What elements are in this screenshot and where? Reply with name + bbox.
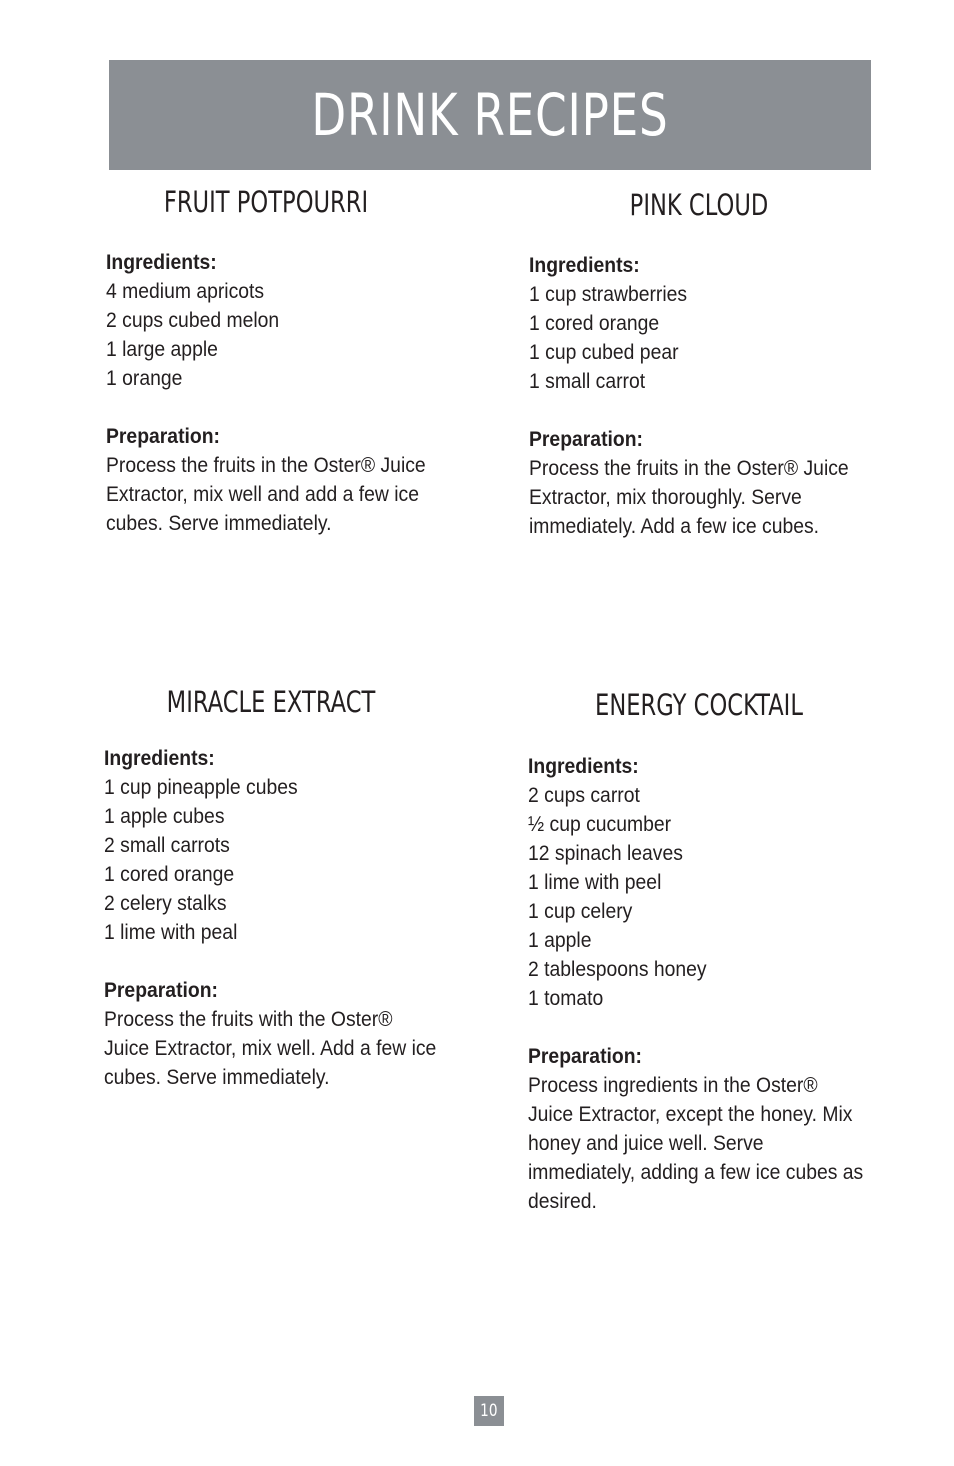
page-number-badge — [474, 1396, 504, 1426]
list-item: 2 tablespoons honey — [528, 957, 707, 981]
list-item: 1 apple — [528, 928, 592, 952]
preparation-label: Preparation: — [104, 978, 218, 1002]
preparation-line: Juice Extractor, except the honey. Mix — [528, 1102, 853, 1126]
list-item: 2 small carrots — [104, 833, 230, 857]
preparation-line: desired. — [528, 1189, 597, 1213]
list-item: 2 cups cubed melon — [106, 308, 280, 332]
list-item: ½ cup cucumber — [528, 812, 672, 836]
recipe-body — [104, 744, 454, 1092]
list-item: 12 spinach leaves — [528, 841, 683, 865]
list-item: 2 celery stalks — [104, 891, 227, 915]
ingredients-list — [529, 280, 879, 396]
list-item: 1 lime with peel — [528, 870, 662, 894]
recipe-body — [528, 752, 878, 1216]
page-number: 10 — [480, 1400, 498, 1421]
recipe-title: ENERGY COCKTAIL — [595, 688, 803, 722]
list-item: 1 lime with peal — [104, 920, 238, 944]
preparation-line: Process the fruits in the Oster® Juice — [106, 453, 426, 477]
preparation-line: Process the fruits in the Oster® Juice — [529, 456, 849, 480]
list-item: 1 cup celery — [528, 899, 633, 923]
recipe-title: FRUIT POTPOURRI — [163, 185, 369, 219]
ingredients-label: Ingredients: — [528, 754, 639, 778]
preparation-line: Process ingredients in the Oster® — [528, 1073, 818, 1097]
page-title-banner — [109, 60, 871, 170]
spacer — [528, 1013, 878, 1042]
list-item: 1 cup pineapple cubes — [104, 775, 298, 799]
list-item: 1 cup cubed pear — [529, 340, 679, 364]
spacer — [106, 393, 456, 422]
page-title: DRINK RECIPES — [311, 81, 669, 149]
recipe-body — [529, 251, 879, 541]
preparation-label: Preparation: — [528, 1044, 642, 1068]
recipe-title: PINK CLOUD — [629, 188, 769, 222]
ingredients-label: Ingredients: — [529, 253, 640, 277]
spacer — [529, 396, 879, 425]
preparation-line: Extractor, mix well and add a few ice — [106, 482, 419, 506]
recipe-body — [106, 248, 456, 538]
ingredients-list — [106, 277, 456, 393]
preparation-line: cubes. Serve immediately. — [104, 1065, 330, 1089]
recipe-title: MIRACLE EXTRACT — [166, 685, 376, 719]
preparation-line: immediately, adding a few ice cubes as — [528, 1160, 864, 1184]
ingredients-list — [104, 773, 454, 947]
list-item: 1 cored orange — [529, 311, 660, 335]
ingredients-label: Ingredients: — [104, 746, 215, 770]
preparation-line: Process the fruits with the Oster® — [104, 1007, 393, 1031]
list-item: 1 apple cubes — [104, 804, 225, 828]
preparation-line: immediately. Add a few ice cubes. — [529, 514, 820, 538]
list-item: 2 cups carrot — [528, 783, 640, 807]
preparation-line: Extractor, mix thoroughly. Serve — [529, 485, 802, 509]
preparation-line: honey and juice well. Serve — [528, 1131, 764, 1155]
list-item: 1 orange — [106, 366, 183, 390]
preparation-line: Juice Extractor, mix well. Add a few ice — [104, 1036, 437, 1060]
preparation-line: cubes. Serve immediately. — [106, 511, 332, 535]
list-item: 1 small carrot — [529, 369, 646, 393]
list-item: 1 cored orange — [104, 862, 235, 886]
ingredients-label: Ingredients: — [106, 250, 217, 274]
list-item: 4 medium apricots — [106, 279, 265, 303]
list-item: 1 tomato — [528, 986, 604, 1010]
ingredients-list — [528, 781, 878, 1013]
list-item: 1 cup strawberries — [529, 282, 688, 306]
preparation-label: Preparation: — [106, 424, 220, 448]
list-item: 1 large apple — [106, 337, 218, 361]
spacer — [104, 947, 454, 976]
preparation-label: Preparation: — [529, 427, 643, 451]
